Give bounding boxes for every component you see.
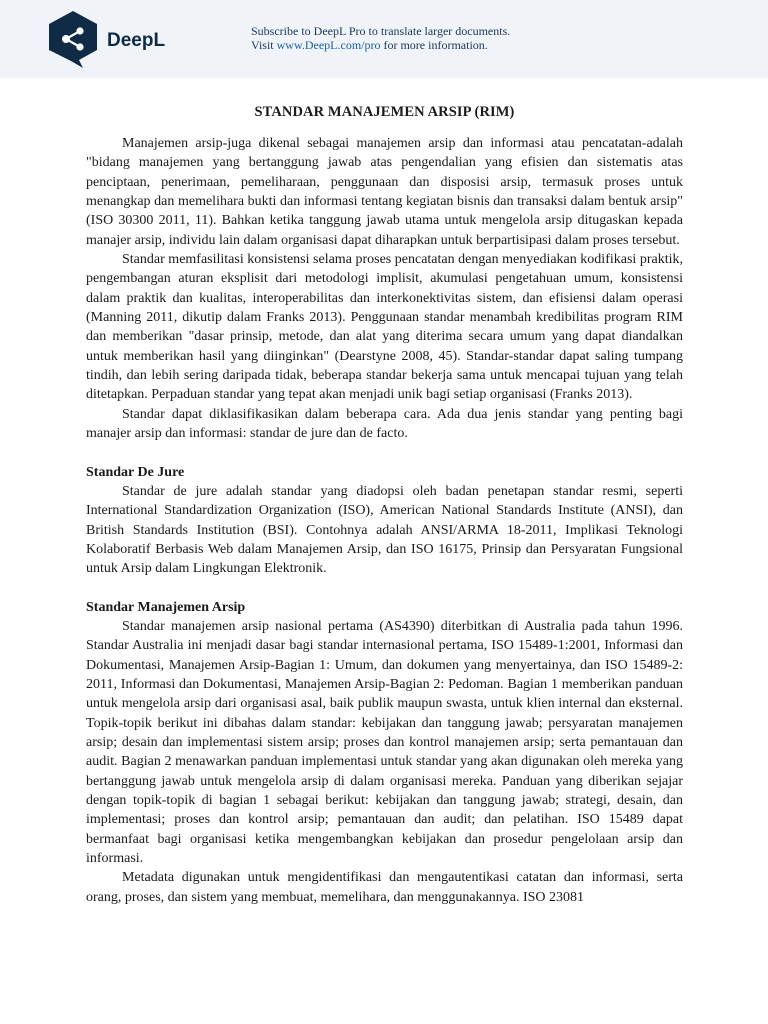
manajemen-arsip-paragraph-1: Standar manajemen arsip nasional pertama (AS4390) diterbitkan di Australia pada tahun 1996. Standar Australia ini menjadi dasar bagi standar internasional pertama, ISO 15489-1:2001, Informasi dan Dokumentasi, Manajemen Arsip-Bagian 1: Umum, dan dokumen yang menyertainya, dan ISO 15489-2: 2011, Informasi dan Dokumentasi, Manajemen Arsip-Bagian 2: Pedoman. Bagian 1 memberikan panduan untuk mengelola arsip dari organisasi asal, baik publik maupun swasta, untuk klien internal dan eksternal. Topik-topik berikut ini dibahas dalam standar: kebijakan dan tanggung jawab; persyaratan manajemen arsip; desain dan implementasi sistem arsip; proses dan kontrol manajemen arsip; serta pemantauan dan audit. Bagian 2 menawarkan panduan implementasi untuk standar yang akan digunakan oleh mereka yang bertanggung jawab untuk mengelola arsip di dalam organisasi mereka. Panduan yang diberikan sejajar dengan topik-topik di bagian 1 sebagai berikut: kebijakan dan tanggung jawab; strategi, desain, dan implementasi; proses dan kontrol arsip; pemantauan dan audit; dan pelatihan. ISO 15489 dapat bermanfaat bagi organisasi ketika mengembangkan kebijakan dan prosedur pengelolaan arsip dan informasi. xyxy=(86,618,683,867)
promo-line-2-suffix: for more information. xyxy=(380,38,488,52)
brand-name: DeepL xyxy=(107,30,166,51)
manajemen-arsip-paragraph-2: Metadata digunakan untuk mengidentifikasi dan mengautentikasi catatan dan informasi, serta orang, proses, dan sistem yang membuat, memelihara, dan menggunakannya. ISO 23081 xyxy=(86,870,683,905)
document-page xyxy=(86,92,683,907)
promo-line-1: Subscribe to DeepL Pro to translate larger documents. xyxy=(251,24,511,38)
deepl-promo-banner xyxy=(0,0,768,78)
deepl-logo[interactable] xyxy=(47,10,187,68)
intro-paragraph-2: Standar memfasilitasi konsistensi selama proses pencatatan dengan menyediakan kodifikasi praktik, pengembangan aturan eksplisit dari metodologi implisit, akumulasi pengetahuan umum, konsistensi dalam praktik dan kualitas, interoperabilitas dan interkonektivitas sistem, dan efisiensi dalam operasi (Manning 2011, dikutip dalam Franks 2013). Penggunaan standar menambah kredibilitas program RIM dan memberikan "dasar prinsip, metode, dan alat yang diterima secara umum yang dapat diandalkan untuk memberikan hasil yang diinginkan" (Dearstyne 2008, 45). Standar-standar dapat saling tumpang tindih, dan lebih sering daripada tidak, beberapa standar bekerja sama untuk mencapai tujuan yang telah ditetapkan. Perpaduan standar yang tepat akan menjadi unik bagi setiap organisasi (Franks 2013). xyxy=(86,252,683,403)
promo-text xyxy=(251,24,510,52)
section-gap xyxy=(86,444,683,463)
de-jure-paragraph-1: Standar de jure adalah standar yang diadopsi oleh badan penetapan standar resmi, seperti International Standardization Organization (ISO), American National Standards Institute (ANSI), dan British Standards Institution (BSI). Contohnya adalah ANSI/ARMA 18-2011, Implikasi Teknologi Kolaboratif Berbasis Web dalam Manajemen Arsip, dan ISO 16175, Prinsip dan Persyaratan Fungsional untuk Arsip dalam Lingkungan Elektronik. xyxy=(86,483,683,577)
promo-line-2-prefix: Visit xyxy=(251,38,277,52)
section-heading-manajemen-arsip: Standar Manajemen Arsip xyxy=(86,599,246,615)
intro-paragraph-1: Manajemen arsip-juga dikenal sebagai manajemen arsip dan informasi atau pencatatan-adalah "bidang manajemen yang bertanggung jawab atas pengendalian yang efisien dan sistematis atas penciptaan, penerimaan, pemeliharaan, penggunaan dan disposisi arsip, termasuk proses untuk menangkap dan memelihara bukti dan informasi tentang kegiatan bisnis dan transaksi dalam bentuk arsip" (ISO 30300 2011, 11). Bahkan ketika tanggung jawab utama untuk mengelola arsip ditugaskan kepada manajer arsip, individu lain dalam organisasi dapat diharapkan untuk berpartisipasi dalam proses tersebut. xyxy=(86,136,683,248)
deepl-pro-link[interactable]: www.DeepL.com/pro xyxy=(276,38,381,52)
deepl-share-icon xyxy=(47,10,99,68)
intro-paragraph-3: Standar dapat diklasifikasikan dalam beberapa cara. Ada dua jenis standar yang penting bagi manajer arsip dan informasi: standar de jure dan de facto. xyxy=(86,406,683,442)
section-gap xyxy=(86,579,683,598)
document-title: STANDAR MANAJEMEN ARSIP (RIM) xyxy=(254,104,515,120)
section-heading-de-jure: Standar De Jure xyxy=(86,464,185,480)
promo-line-2 xyxy=(251,38,510,52)
